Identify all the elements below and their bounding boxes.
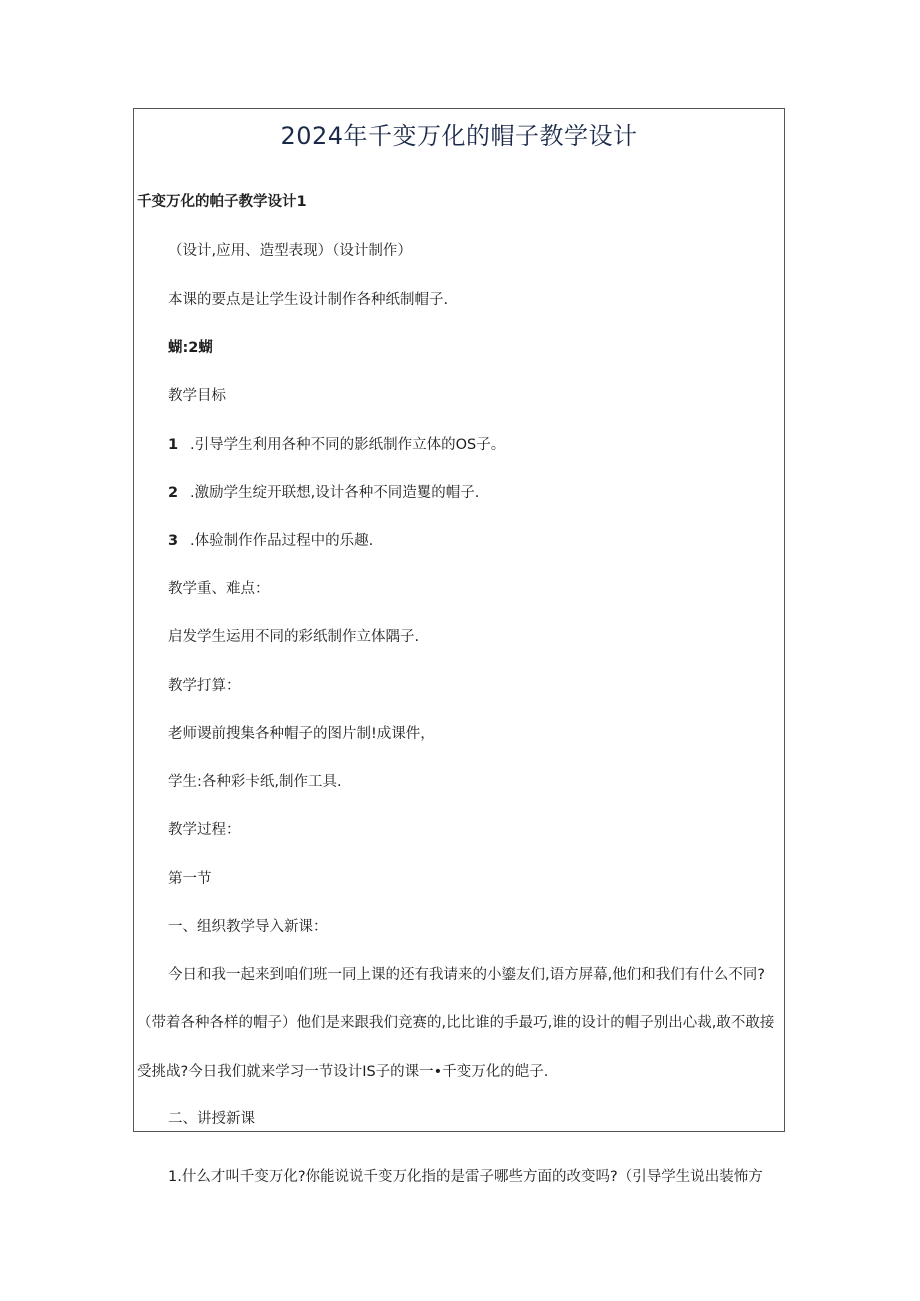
paragraph-line: （带着各种各样的帽子）他们是来跟我们竞赛的,比比谁的手最巧,谁的设计的帽子别出心裁,敢不敢接 <box>137 1015 775 1031</box>
step-heading: 二、讲授新课 <box>168 1111 255 1127</box>
goal-number: 2 <box>168 485 179 501</box>
goal-text: .体验制作作品过程中的乐趣. <box>190 533 374 549</box>
goals-heading: 教学目标 <box>168 388 226 404</box>
goal-text: .引导学生利用各种不同的影纸制作立体的OS子。 <box>190 437 506 453</box>
section-heading: 千变万化的帕子教学设计1 <box>137 194 307 210</box>
lesson-section: 第一节 <box>168 871 212 887</box>
paragraph-line: 1.什么才叫千变万化?你能说说千变万化指的是雷子哪些方面的改变吗?（引导学生说出装怖方 <box>168 1169 763 1185</box>
lesson-summary: 本课的要点是让学生设计制作各种纸制帽子. <box>168 292 449 308</box>
process-heading: 教学过程： <box>168 822 241 838</box>
goal-item <box>168 483 479 503</box>
goal-item <box>168 435 505 455</box>
step-heading: 一、组织教学导入新课： <box>168 919 328 935</box>
preparation-heading: 教学打算： <box>168 678 241 694</box>
paragraph-line: 受挑战?今日我们就来学习一节设计IS子的课一•千变万化的皑子. <box>137 1064 549 1080</box>
goal-text: .激励学生绽开联想,设计各种不同造矍的帽子. <box>190 485 480 501</box>
document-title: 2024年千变万化的帽子教学设计 <box>280 122 638 150</box>
teacher-preparation: 老师谡前搜集各种帽子的图片制!成课件， <box>168 726 435 742</box>
key-points-heading: 教学重、难点： <box>168 581 270 597</box>
goal-number: 1 <box>168 437 179 453</box>
paragraph-line: 今日和我一起来到咱们班一同上课的还有我请来的小鎏友们,语方屏幕,他们和我们有什么不同? <box>168 967 765 983</box>
key-points-text: 启发学生运用不同的彩纸制作立体隅子. <box>168 629 420 645</box>
goal-item <box>168 531 373 551</box>
goal-number: 3 <box>168 533 179 549</box>
lesson-category: （设计,应用、造型表现）（设计制作） <box>168 243 412 259</box>
student-preparation: 学生:各种彩卡纸,制作工具. <box>168 774 342 790</box>
lesson-hours: 蝴:2蝴 <box>168 340 213 356</box>
